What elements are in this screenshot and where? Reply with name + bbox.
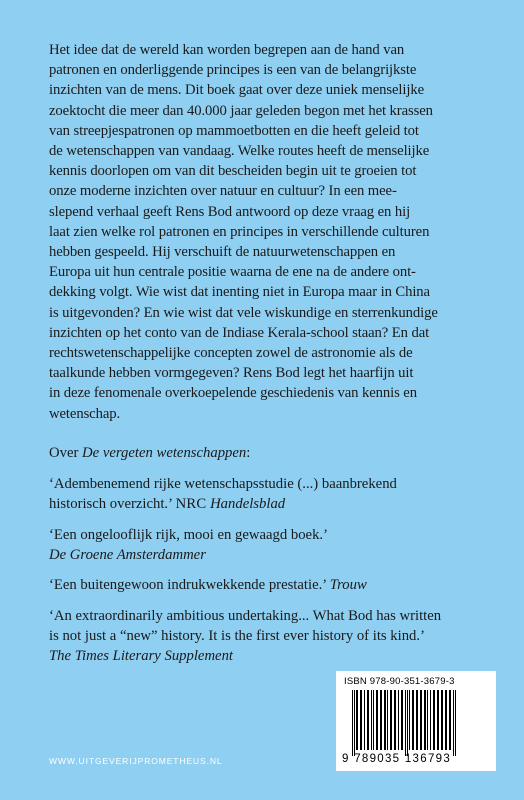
blurb-line: laat zien welke rol patronen en principes in verschillende culturen [49, 223, 430, 240]
blurb-line: rechtswetenschappelijke concepten zowel de astronomie als de [49, 345, 413, 362]
blurb-line: van streepjespatronen op mammoetbotten en die heeft geleid tot [49, 122, 419, 139]
barcode-bar [354, 690, 355, 756]
quote-line: ‘Adembenemend rijke wetenschapsstudie (...) baanbrekend [49, 476, 397, 492]
barcode-bar [367, 690, 369, 750]
blurb-line: zoektocht die meer dan 40.000 jaar geleden begon met het krassen [49, 102, 433, 119]
blurb-line: patronen en onderliggende principes is een van de belangrijkste [49, 62, 417, 79]
barcode-bar [384, 690, 386, 750]
quote-line: ‘Een ongelooflijk rijk, mooi en gewaagd boek.’ [49, 527, 328, 543]
barcode-bar [430, 690, 431, 750]
barcode-bar [445, 690, 447, 750]
reviews-heading [49, 443, 250, 463]
barcode-bar [360, 690, 362, 750]
blurb-line: taalkunde hebben vormgegeven? Rens Bod legt het haarfijn uit [49, 365, 414, 382]
barcode-bar [427, 690, 428, 750]
blurb-line: dekking volgt. Wie wist dat inenting niet in Europa maar in China [49, 284, 430, 301]
barcode-bar [441, 690, 443, 750]
blurb-text [49, 40, 489, 424]
barcode-bar [401, 690, 403, 750]
blurb-line: in deze fenomenale overkoepelende geschiedenis van kennis en [49, 385, 417, 402]
quote-source: The Times Literary Supplement [49, 648, 233, 665]
review-quote [49, 474, 489, 514]
blurb-line: de wetenschappen van vandaag. Welke routes heeft de menselijke [49, 143, 430, 160]
barcode-bar [453, 690, 454, 756]
quote-line: ‘An extraordinarily ambitious undertaking... What Bod has written [49, 608, 442, 624]
barcode-bar [455, 690, 456, 756]
blurb-line: hebben gespeeld. Hij verschuift de natuurwetenschappen en [49, 244, 396, 261]
blurb-line: onze moderne inzichten over natuur en cultuur? In een mee- [49, 183, 397, 200]
barcode-bar [420, 690, 422, 750]
quote-line: ‘Een buitengewoon indrukwekkende prestatie.’ [49, 577, 330, 593]
barcode-bar [407, 690, 408, 756]
publisher-website[interactable]: WWW.UITGEVERIJPROMETHEUS.NL [49, 756, 223, 766]
barcode-bar [412, 690, 414, 750]
quote-line: historisch overzicht.’ [49, 496, 176, 513]
reviews-heading-suffix: : [246, 445, 251, 461]
quote-source-smallcaps: NRC [175, 496, 207, 513]
barcode-bar [409, 690, 410, 750]
review-quote [49, 606, 489, 667]
quote-source: Handelsblad [206, 496, 286, 513]
barcode-bar [371, 690, 372, 750]
barcode-bar [416, 690, 418, 750]
quote-line-with-source [49, 494, 489, 514]
barcode-bar [433, 690, 435, 750]
review-quote [49, 575, 489, 595]
barcode-bar [424, 690, 426, 750]
blurb-line: is uitgevonden? En wie wist dat vele wiskundige en sterrenkundige [49, 304, 438, 321]
blurb-line: inzichten van de mens. Dit boek gaat over deze uniek menselijke [49, 82, 425, 99]
barcode-bar [380, 690, 382, 750]
barcode-bar [376, 690, 378, 750]
blurb-line: slepend verhaal geeft Rens Bod antwoord op deze vraag en hij [49, 203, 411, 220]
barcode-bar [449, 690, 451, 750]
barcode-bar [364, 690, 365, 750]
barcode-bar [437, 690, 439, 750]
blurb-line: Het idee dat de wereld kan worden begrepen aan de hand van [49, 42, 405, 58]
book-title: De vergeten wetenschappen [82, 445, 247, 461]
barcode-bar [352, 690, 353, 756]
quote-source: De Groene Amsterdammer [49, 547, 206, 564]
barcode-bar [394, 690, 396, 750]
barcode-digits: 9 789035 136793 [342, 753, 452, 765]
quote-line-with-source [49, 575, 489, 595]
reviews-heading-prefix: Over [49, 445, 83, 461]
quote-line: is not just a “new” history. It is the first ever history of its kind.’ [49, 628, 425, 645]
barcode-icon [350, 690, 482, 756]
barcode-bar [356, 690, 358, 750]
blurb-line: wetenschap. [49, 405, 121, 422]
blurb-line: kennis doorlopen om van dit bescheiden begin uit te groeien tot [49, 163, 417, 180]
review-quote [49, 525, 489, 565]
barcode-bar [398, 690, 399, 750]
blurb-line: inzichten op het conto van de Indiase Kerala-school staan? En dat [49, 324, 430, 341]
barcode-bar [373, 690, 374, 750]
isbn-label: ISBN 978-90-351-3679-3 [344, 676, 455, 687]
blurb-line: Europa uit hun centrale positie waarna de ene na de andere ont- [49, 264, 416, 281]
barcode-bar [387, 690, 388, 750]
quote-source: Trouw [329, 577, 367, 593]
barcode-box [336, 671, 496, 771]
barcode-bar [390, 690, 392, 750]
barcode-bar [405, 690, 406, 756]
